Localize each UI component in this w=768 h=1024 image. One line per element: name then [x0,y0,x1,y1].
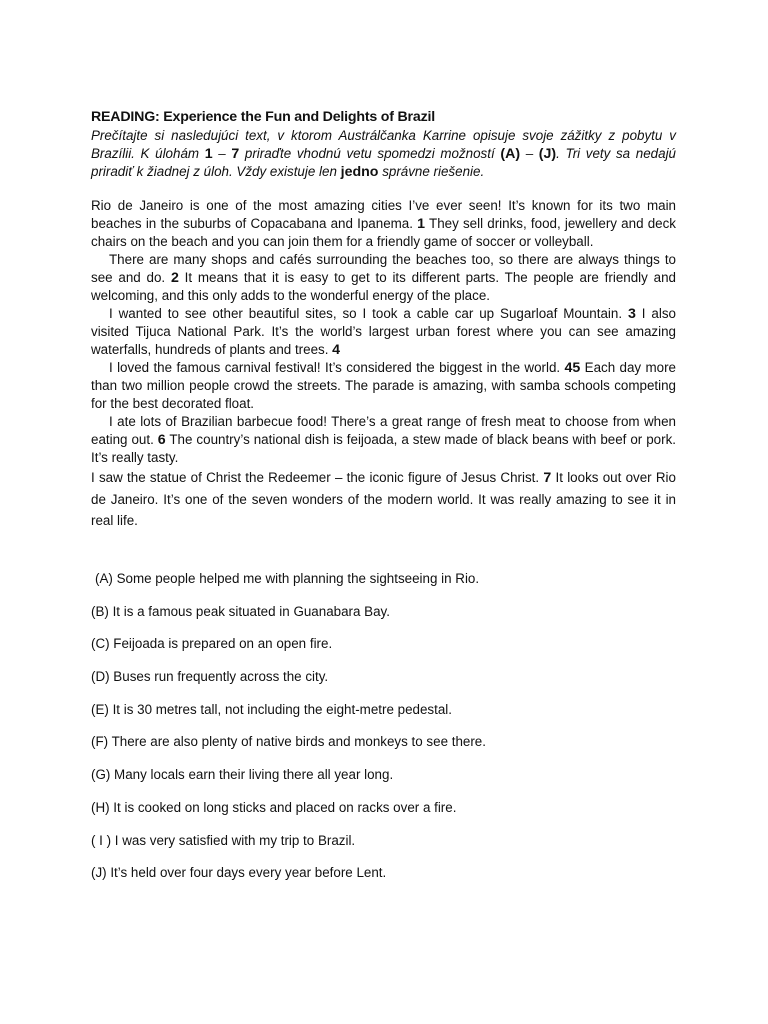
instructions-text: – [212,146,232,161]
article-paragraph [91,305,676,359]
instructions-task-last: 7 [231,146,240,162]
article-text: The country’s national dish is feijoada, a stew made of black beans with beef or pork. It’s really tasty. [91,432,677,465]
document-page [91,108,676,531]
instructions-text: Prečítajte si nasledujúci text, v ktorom Austrálčanka Karrine opisuje svoje zážitky z pobytu v Brazílii. K úlohám [91,128,676,161]
article-text: I also visited Tijuca National Park. It’s the world’s largest urban forest where you can see amazing waterfalls, hundreds of plants and trees. [91,306,676,357]
instructions-option-last: (J) [538,146,557,162]
article-paragraph [91,251,676,305]
gap-number: 3 [627,306,636,322]
reading-article [91,197,676,531]
instructions-option-first: (A) [500,146,521,162]
answer-option: (A) Some people helped me with planning the sightseeing in Rio. [95,571,480,586]
page-title: READING: Experience the Fun and Delights of Brazil [91,109,435,125]
answer-option: (D) Buses run frequently across the city. [91,669,329,685]
gap-number: 4 [332,342,341,358]
answer-option: (B) It is a famous peak situated in Guanabara Bay. [91,603,390,619]
article-text: Each day more than two million people crowd the streets. The parade is amazing, with samba schools competing for the best decorated float. [91,360,677,411]
answer-option: (C) Feijoada is prepared on an open fire. [91,636,333,652]
answer-option: (H) It is cooked on long sticks and placed on racks over a fire. [91,799,457,815]
article-text: I ate lots of Brazilian barbecue food! There’s a great range of fresh meat to choose from when eating out. [91,414,676,447]
gap-number: 2 [170,270,179,286]
article-paragraph [91,359,676,413]
answer-option: (F) There are also plenty of native birds and monkeys to see there. [91,734,486,750]
task-instructions [91,127,676,181]
answer-option: (J) It’s held over four days every year before Lent. [91,865,387,881]
article-text: There are many shops and cafés surrounding the beaches too, so there are always things to see and do. [91,252,676,285]
answer-options-list [91,570,676,897]
article-text: I wanted to see other beautiful sites, so I took a cable car up Sugarloaf Mountain. [109,306,628,321]
gap-number: 7 [543,470,552,486]
gap-number: 45 [564,360,581,376]
instructions-text: . Tri vety sa nedajú priradiť k žiadnej z úloh. Vždy existuje len [91,146,676,179]
instructions-text: – [520,146,539,161]
article-paragraph [91,197,676,251]
instructions-text: priraďte vhodnú vetu spomedzi možností [239,146,501,161]
article-text: I saw the statue of Christ the Redeemer – the iconic figure of Jesus Christ. [91,470,544,485]
answer-option: (G) Many locals earn their living there all year long. [91,767,394,783]
gap-number: 6 [157,432,166,448]
instructions-task-first: 1 [204,146,213,162]
instructions-text: správne riešenie. [378,164,485,179]
answer-option: (E) It is 30 metres tall, not including the eight-metre pedestal. [91,701,452,717]
article-text: They sell drinks, food, jewellery and deck chairs on the beach and you can join them for a friendly game of soccer or volleyball. [91,216,676,249]
article-text: It means that it is easy to get to its different parts. The people are friendly and welcoming, and this only adds to the wonderful energy of the place. [91,270,676,303]
article-text: Rio de Janeiro is one of the most amazing cities I’ve ever seen! It’s known for its two main beaches in the suburbs of Copacabana and Ipanema. [91,198,676,231]
article-text: I loved the famous carnival festival! It’s considered the biggest in the world. [109,360,565,375]
article-paragraph [91,467,676,531]
answer-option: ( I ) I was very satisfied with my trip to Brazil. [91,832,356,848]
gap-number: 1 [417,216,426,232]
instructions-emphasis: jedno [340,164,379,180]
article-paragraph [91,413,676,467]
article-text: It looks out over Rio de Janeiro. It’s one of the seven wonders of the modern world. It was really amazing to see it in real life. [91,470,676,528]
